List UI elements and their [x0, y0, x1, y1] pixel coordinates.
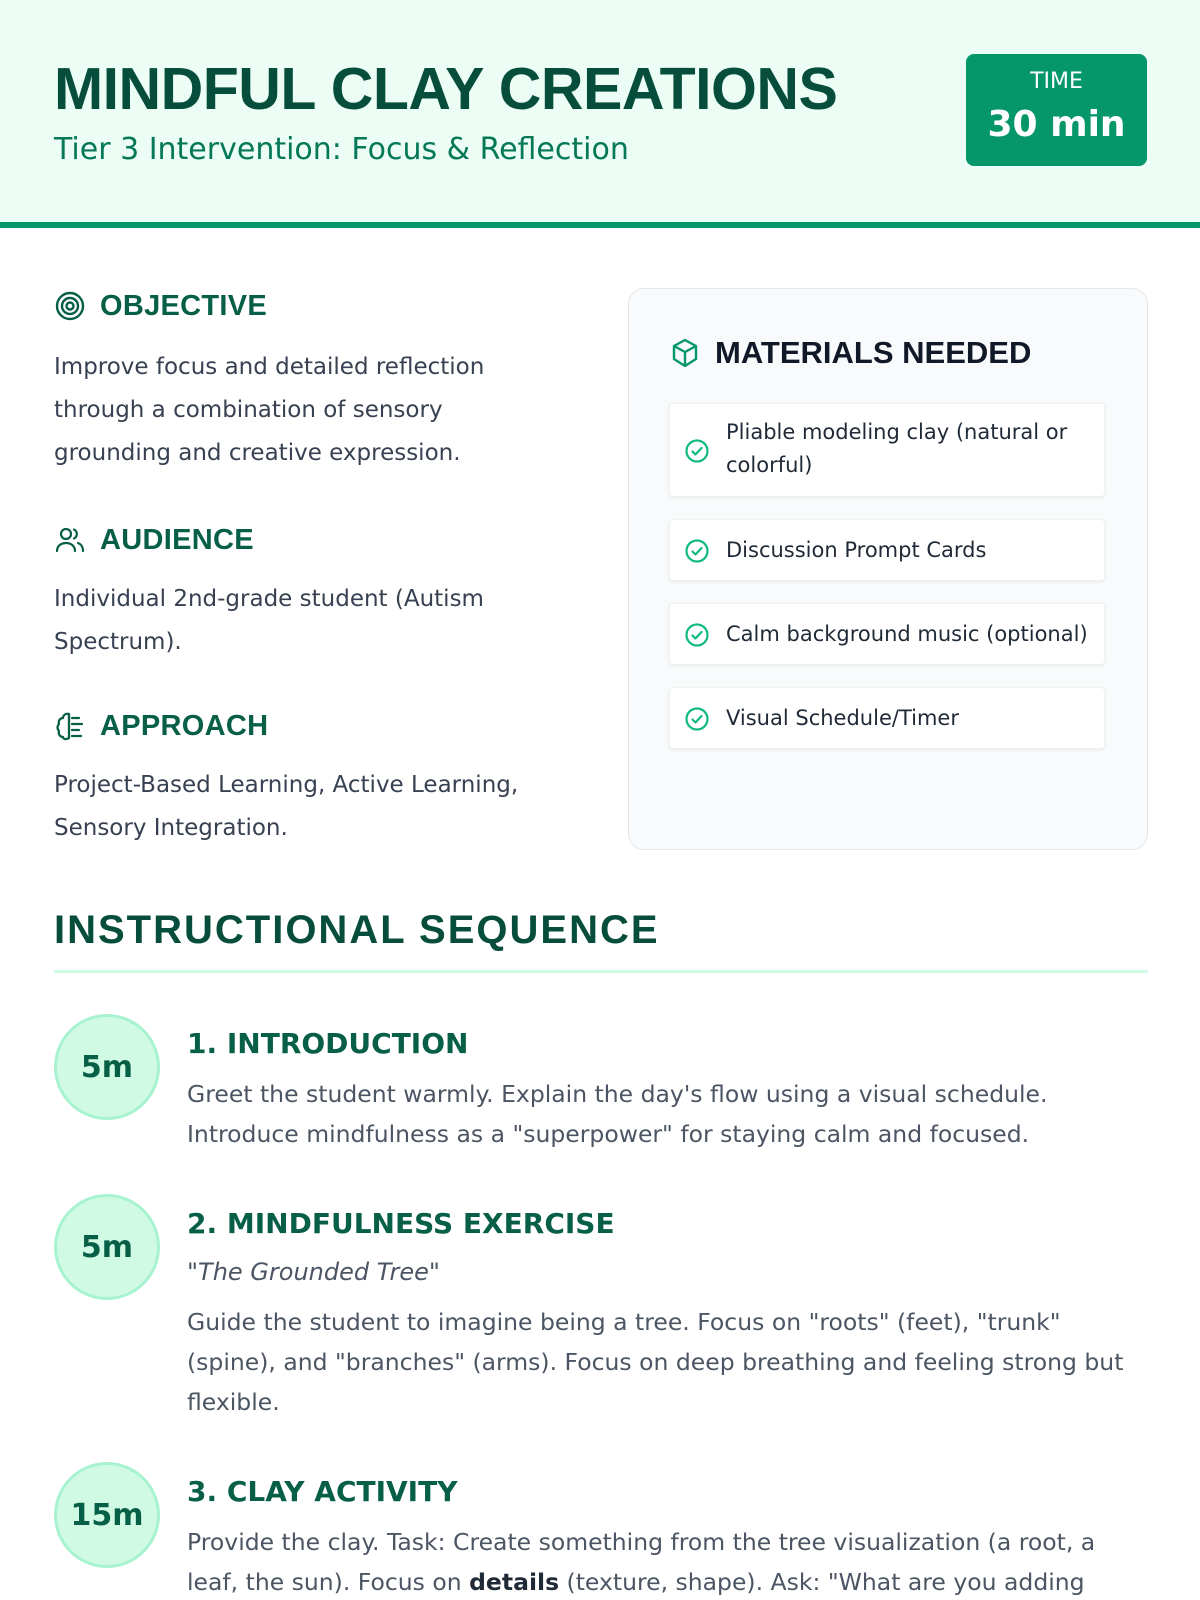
step-duration-badge: 5m: [54, 1014, 160, 1120]
audience-heading: [54, 522, 254, 558]
material-item-label: Pliable modeling clay (natural or colorful): [726, 420, 1068, 477]
approach-heading: [54, 708, 268, 744]
divider: [54, 970, 1148, 973]
step-duration-badge: 15m: [54, 1462, 160, 1568]
materials-heading: [669, 333, 1031, 373]
material-item: [669, 687, 1105, 749]
approach-label: APPROACH: [100, 710, 269, 742]
step-title: 1. INTRODUCTION: [187, 1027, 469, 1060]
target-icon: [54, 290, 86, 322]
objective-label: OBJECTIVE: [100, 290, 268, 322]
step-description: Greet the student warmly. Explain the day's flow using a visual schedule. Introduce mindfulness as a "superpower" for staying calm and focused.: [187, 1080, 1048, 1148]
users-icon: [54, 524, 86, 556]
step-text-part: (texture, shape). Ask: "What are you adding: [559, 1568, 1085, 1596]
audience-text: Individual 2nd-grade student (Autism Spectrum).: [54, 586, 484, 655]
step-text-part: Provide the clay. Task: Create something from the tree visualization (a root, a leaf, the sun). Focus on: [187, 1528, 1096, 1596]
material-item-label: Visual Schedule/Timer: [726, 706, 959, 730]
materials-label: MATERIALS NEEDED: [715, 335, 1032, 370]
audience-label: AUDIENCE: [100, 524, 254, 556]
objective-heading: [54, 288, 267, 324]
material-item: [669, 603, 1105, 665]
step-text-emphasis: details: [469, 1568, 560, 1596]
material-item-label: Calm background music (optional): [726, 622, 1088, 646]
approach-text: Project-Based Learning, Active Learning, Sensory Integration.: [54, 772, 519, 841]
time-value: 30 min: [987, 104, 1126, 145]
material-item: [669, 519, 1105, 581]
time-badge: [966, 54, 1147, 166]
check-circle-icon: [684, 622, 710, 648]
material-item: [669, 403, 1105, 497]
step-title: 3. CLAY ACTIVITY: [187, 1475, 458, 1508]
material-item-label: Discussion Prompt Cards: [726, 538, 987, 562]
step-duration-badge: 5m: [54, 1194, 160, 1300]
time-label: TIME: [1030, 69, 1083, 94]
objective-text: Improve focus and detailed reflection through a combination of sensory grounding and creative expression.: [54, 354, 485, 466]
brain-icon: [54, 710, 86, 742]
page-title: MINDFUL CLAY CREATIONS: [54, 56, 838, 122]
package-icon: [669, 337, 701, 369]
step-description: [187, 1522, 1147, 1600]
page-subtitle: Tier 3 Intervention: Focus & Reflection: [54, 132, 629, 167]
check-circle-icon: [684, 706, 710, 732]
step-subtitle: "The Grounded Tree": [187, 1258, 440, 1286]
check-circle-icon: [684, 438, 710, 464]
step-description: Guide the student to imagine being a tree. Focus on "roots" (feet), "trunk" (spine), and "branches" (arms). Focus on deep breathing and feeling strong but flexible.: [187, 1308, 1124, 1416]
step-title: 2. MINDFULNESS EXERCISE: [187, 1207, 615, 1240]
materials-card: [628, 288, 1148, 850]
check-circle-icon: [684, 538, 710, 564]
header: [0, 0, 1200, 228]
sequence-title: INSTRUCTIONAL SEQUENCE: [54, 908, 660, 952]
